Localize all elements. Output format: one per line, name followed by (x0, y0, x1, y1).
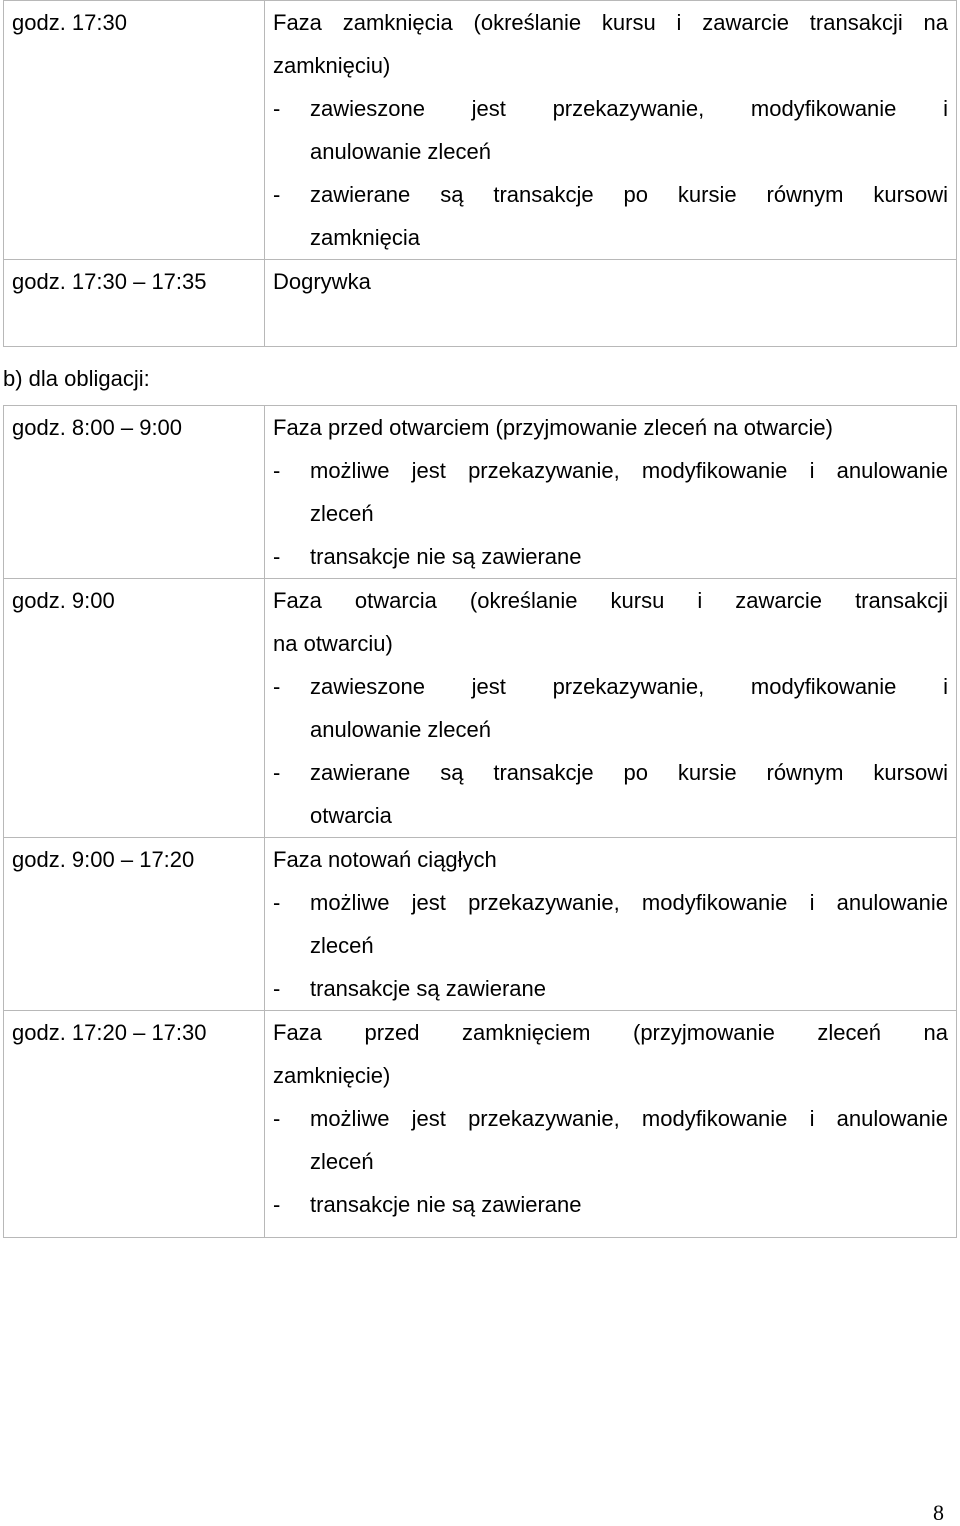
phase-bullet-line (273, 924, 948, 967)
bullet-dash: - (273, 96, 281, 121)
phase-description-cell (265, 260, 957, 347)
phase-bullet-line (273, 87, 948, 130)
phase-description-cell (265, 838, 957, 1011)
phase-description-cell (265, 579, 957, 838)
time-cell (4, 1, 265, 260)
bullet-dash: - (273, 1192, 281, 1217)
phase-bullet-line (273, 173, 948, 216)
bullet-text: zleceń (310, 1149, 374, 1174)
bullet-text: transakcje nie są zawierane (310, 1192, 582, 1217)
phase-text-line: Faza przed otwarciem (przyjmowanie zleceń na otwarcie) (273, 415, 833, 440)
schedule-row (4, 579, 957, 838)
bullet-dash (273, 492, 310, 535)
phase-bullet-line (273, 449, 948, 492)
closing-phases-table (3, 0, 957, 347)
bullet-text: zawierane są transakcje po kursie równym kursowi (310, 760, 948, 785)
time-label: godz. 8:00 – 9:00 (12, 415, 183, 440)
phase-bullet-line (273, 881, 948, 924)
bullet-text: zleceń (310, 501, 374, 526)
phase-text-line: Dogrywka (273, 269, 371, 294)
phase-bullet-line (273, 794, 948, 837)
phase-bullet-line (273, 1183, 948, 1226)
bullet-dash (273, 130, 310, 173)
phase-bullet-line (273, 1097, 948, 1140)
time-label: godz. 17:30 – 17:35 (12, 269, 207, 294)
time-cell (4, 1011, 265, 1238)
bullet-dash: - (273, 890, 281, 915)
bullet-text: możliwe jest przekazywanie, modyfikowanie i anulowanie (310, 890, 948, 915)
bullet-dash (273, 1140, 310, 1183)
phase-description-cell (265, 1, 957, 260)
bullet-text: transakcje są zawierane (310, 976, 547, 1001)
bullet-dash: - (273, 976, 281, 1001)
bonds-subheading: b) dla obligacji: (3, 366, 150, 391)
bullet-text: otwarcia (310, 803, 392, 828)
bullet-dash: - (273, 182, 281, 207)
time-cell (4, 838, 265, 1011)
phase-description-cell (265, 406, 957, 579)
phase-bullet-line (273, 708, 948, 751)
phase-text-line: zamknięcie) (273, 1063, 391, 1088)
phase-bullet-line (273, 492, 948, 535)
schedule-row (4, 838, 957, 1011)
phase-text-line: Faza przed zamknięciem (przyjmowanie zleceń na (273, 1020, 948, 1045)
bullet-dash (273, 924, 310, 967)
phase-text-line: Faza notowań ciągłych (273, 847, 497, 872)
phase-bullet-line (273, 665, 948, 708)
time-label: godz. 9:00 (12, 588, 115, 613)
bullet-dash: - (273, 674, 281, 699)
time-cell (4, 406, 265, 579)
bonds-schedule-table (3, 405, 957, 1238)
bullet-dash: - (273, 544, 281, 569)
bullet-text: zamknięcia (310, 225, 421, 250)
bullet-text: zleceń (310, 933, 374, 958)
schedule-row (4, 1011, 957, 1238)
phase-bullet-line (273, 751, 948, 794)
schedule-row (4, 1, 957, 260)
bullet-dash (273, 216, 310, 259)
time-cell (4, 579, 265, 838)
phase-text-line: Faza zamknięcia (określanie kursu i zawarcie transakcji na (273, 10, 948, 35)
page-number: 8 (933, 1500, 944, 1525)
phase-text-line: zamknięciu) (273, 53, 391, 78)
schedule-row (4, 260, 957, 347)
bullet-text: zawieszone jest przekazywanie, modyfikowanie i (310, 96, 948, 121)
schedule-row (4, 406, 957, 579)
bullet-text: zawieszone jest przekazywanie, modyfikowanie i (310, 674, 948, 699)
time-label: godz. 17:30 (12, 10, 127, 35)
phase-bullet-line (273, 216, 948, 259)
bullet-text: zawierane są transakcje po kursie równym kursowi (310, 182, 948, 207)
bullet-text: anulowanie zleceń (310, 139, 492, 164)
bullet-dash: - (273, 458, 281, 483)
time-label: godz. 17:20 – 17:30 (12, 1020, 207, 1045)
time-label: godz. 9:00 – 17:20 (12, 847, 195, 872)
bullet-text: transakcje nie są zawierane (310, 544, 582, 569)
bullet-dash (273, 708, 310, 751)
phase-bullet-line (273, 535, 948, 578)
bullet-dash: - (273, 760, 281, 785)
time-cell (4, 260, 265, 347)
phase-description-cell (265, 1011, 957, 1238)
bullet-dash (273, 794, 310, 837)
phase-bullet-line (273, 967, 948, 1010)
bullet-text: możliwe jest przekazywanie, modyfikowanie i anulowanie (310, 458, 948, 483)
bullet-dash: - (273, 1106, 281, 1131)
phase-text-line: Faza otwarcia (określanie kursu i zawarcie transakcji (273, 588, 948, 613)
phase-bullet-line (273, 1140, 948, 1183)
phase-bullet-line (273, 130, 948, 173)
bullet-text: możliwe jest przekazywanie, modyfikowanie i anulowanie (310, 1106, 948, 1131)
phase-text-line (273, 303, 948, 346)
bullet-text: anulowanie zleceń (310, 717, 492, 742)
phase-text-line: na otwarciu) (273, 631, 393, 656)
